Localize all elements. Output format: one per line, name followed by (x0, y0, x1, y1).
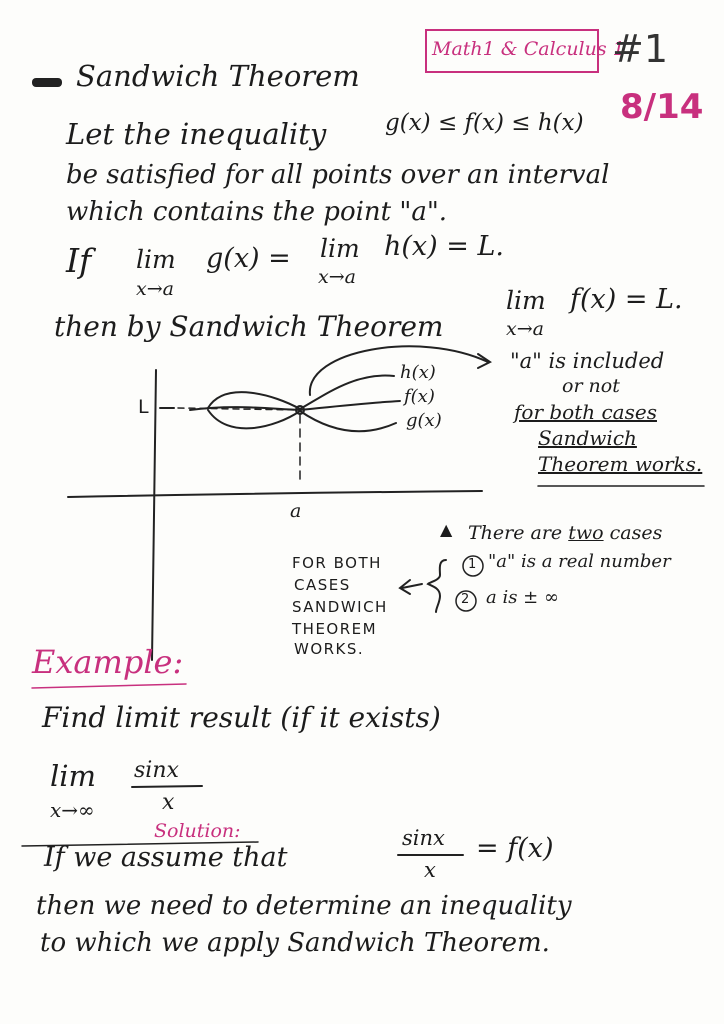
lim-g: lim (136, 245, 176, 274)
side-note-line2: or not (562, 375, 620, 397)
solution-label: Solution: (154, 820, 241, 842)
lim-h: lim (320, 234, 360, 263)
case1-text: "a" is a real number (488, 551, 671, 572)
if-word: If (66, 241, 92, 280)
example-fraction-numerator: sinx (134, 758, 179, 783)
case1-number: 1 (468, 557, 477, 572)
lim-f: lim (506, 286, 546, 315)
case2-text: a is ± ∞ (486, 587, 559, 608)
graph-label-g: g(x) (406, 410, 442, 431)
solution-fraction-denominator: x (424, 858, 436, 882)
example-task: Find limit result (if it exists) (42, 701, 441, 734)
lim-g-expression: g(x) = (206, 243, 291, 274)
statement-line1-math: g(x) ≤ f(x) ≤ h(x) (385, 110, 584, 136)
page-title: Sandwich Theorem (76, 59, 360, 93)
both-cases-line5: WORKS. (294, 640, 365, 658)
course-title: Math1 & Calculus 1 (432, 38, 625, 60)
graph-label-L: L (138, 396, 149, 418)
graph-label-a: a (290, 500, 302, 522)
side-note-line3: for both cases (514, 400, 657, 424)
side-note-line1: "a" is included (510, 349, 665, 373)
example-fraction-denominator: x (162, 790, 175, 815)
solution-line3: to which we apply Sandwich Theorem. (40, 928, 550, 958)
cases-heading-two: two (568, 522, 604, 544)
side-note-line5: Theorem works. (538, 452, 703, 476)
case2-number: 2 (461, 592, 470, 607)
graph-label-h: h(x) (400, 362, 436, 383)
cases-heading (468, 524, 662, 543)
cases-heading-post: cases (609, 522, 663, 544)
both-cases-line1: FOR BOTH (292, 554, 382, 572)
cases-heading-pre: There are (468, 522, 563, 544)
lim-h-subscript: x→a (318, 266, 356, 288)
lim-f-subscript: x→a (506, 318, 544, 340)
both-cases-line2: CASES (294, 576, 351, 594)
both-cases-arrow (400, 580, 422, 594)
solution-fraction-numerator: sinx (402, 826, 445, 850)
x-axis (68, 491, 482, 497)
lecture-number: #1 (612, 27, 669, 71)
graph-label-f: f(x) (404, 386, 435, 407)
example-lim-subscript: x→∞ (50, 798, 95, 822)
statement-line3: which contains the point "a". (66, 197, 448, 227)
statement-line2: be satisfied for all points over an interval (66, 160, 610, 190)
side-note-line4: Sandwich (538, 426, 637, 450)
solution-equals-f: = f(x) (476, 833, 554, 864)
lim-h-expression: h(x) = L. (384, 231, 504, 262)
conclusion-text: then by Sandwich Theorem (54, 310, 444, 343)
statement-line1-text: Let the inequality (66, 117, 327, 151)
cases-marker: ▲ (440, 520, 453, 539)
example-frac-bar (132, 786, 202, 787)
example-underline (32, 684, 186, 688)
example-lim: lim (50, 759, 97, 793)
lim-f-expression: f(x) = L. (570, 284, 683, 315)
y-axis (152, 370, 156, 660)
both-cases-line3: SANDWICH (292, 598, 388, 616)
example-heading: Example: (32, 643, 184, 681)
date-mark: 8/14 (620, 87, 704, 127)
cases-brace (428, 560, 446, 612)
solution-line2: then we need to determine an inequality (36, 891, 572, 921)
both-cases-line4: THEOREM (292, 620, 378, 638)
lim-g-subscript: x→a (136, 278, 174, 300)
solution-line1-text: If we assume that (44, 842, 288, 873)
